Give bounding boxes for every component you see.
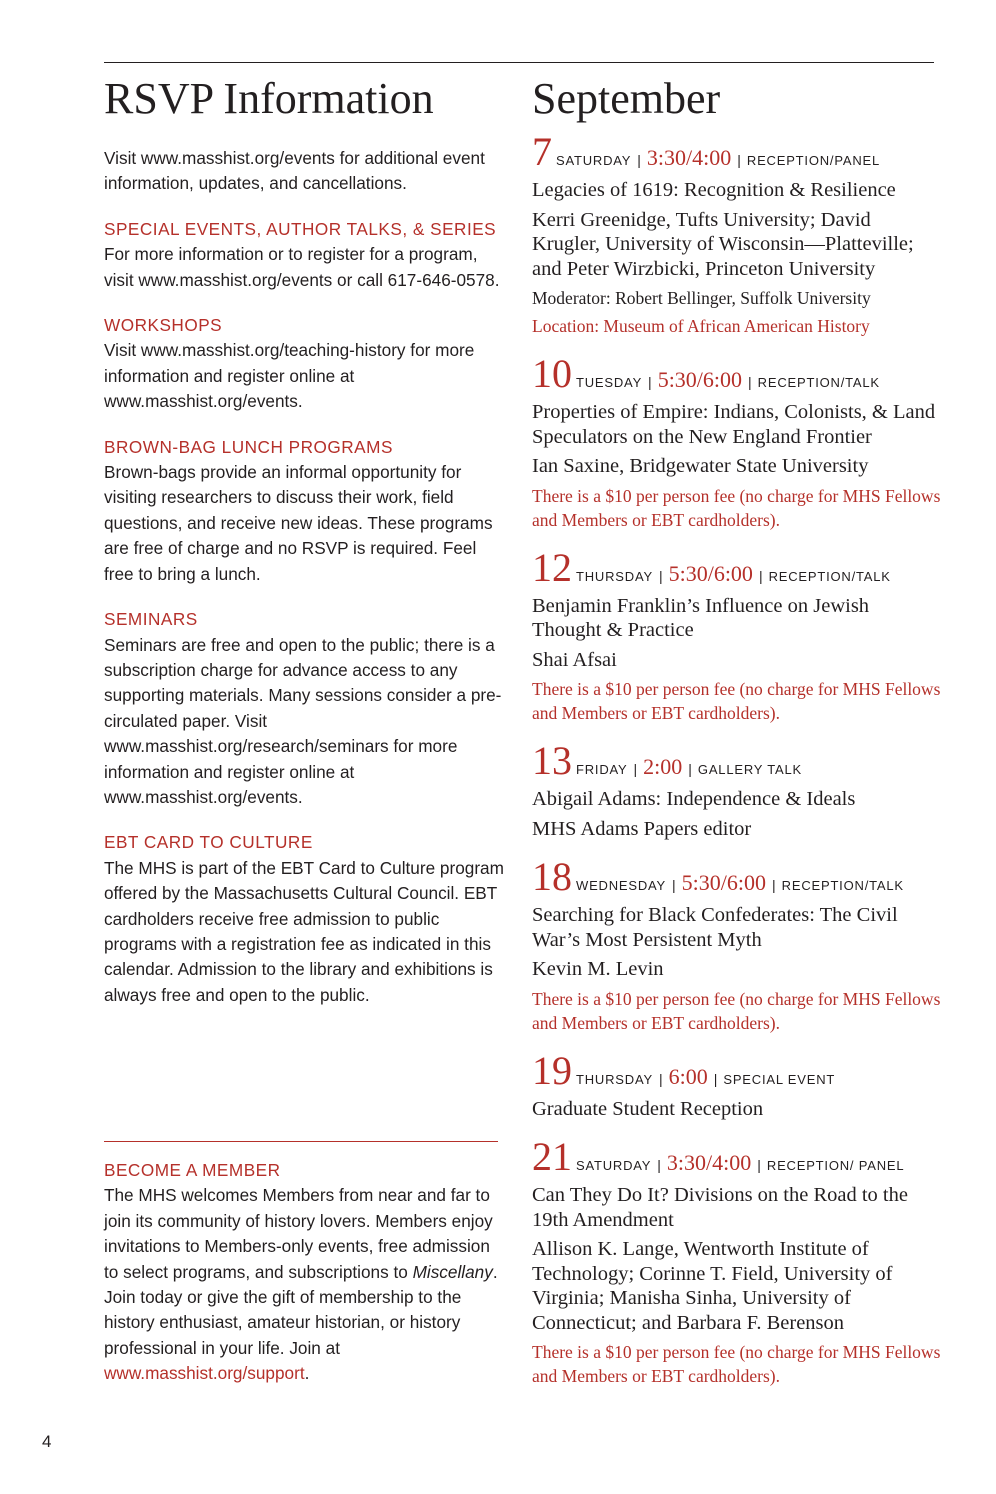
event — [532, 855, 942, 1035]
calendar-column — [532, 72, 942, 1402]
event-header — [532, 1049, 942, 1093]
section-body: For more information or to register for a program, visit www.masshist.org/events or call 617-646-0578. — [104, 244, 500, 290]
rsvp-column — [104, 72, 504, 1028]
event-day: 12 — [532, 544, 572, 590]
event-day: 10 — [532, 351, 572, 396]
month-title: September — [532, 74, 721, 123]
separator: | — [648, 374, 652, 390]
event-header — [532, 739, 942, 783]
event-header — [532, 546, 942, 590]
event-type: RECEPTION/ PANEL — [766, 1158, 905, 1173]
event-time: 3:30/4:00 — [646, 145, 732, 170]
event-title: Benjamin Franklin’s Influence on Jewish Thought & Practice — [532, 594, 870, 641]
separator: | — [658, 1070, 663, 1087]
event-time: 5:30/6:00 — [681, 870, 767, 895]
event-note: Location: Museum of African American History — [532, 316, 870, 336]
event-weekday: THURSDAY — [576, 1071, 653, 1087]
event — [532, 352, 942, 532]
separator: | — [713, 1070, 718, 1087]
event-title: Graduate Student Reception — [532, 1097, 764, 1120]
event-title: Abigail Adams: Independence & Ideals — [532, 788, 856, 810]
event-speakers: Shai Afsai — [532, 648, 617, 671]
event-type: RECEPTION/TALK — [781, 878, 904, 893]
event-time: 6:00 — [668, 1063, 708, 1089]
event — [532, 130, 942, 338]
event-note: There is a $10 per person fee (no charge for MHS Fellows and Members or EBT cardholders). — [532, 988, 941, 1033]
event-time: 5:30/6:00 — [668, 560, 753, 586]
event-day: 21 — [532, 1134, 572, 1179]
rsvp-section — [104, 607, 504, 810]
event-weekday: WEDNESDAY — [576, 878, 667, 893]
separator: | — [672, 877, 676, 893]
event-time: 5:30/6:00 — [657, 367, 743, 392]
event-speakers: Kevin M. Levin — [532, 958, 664, 980]
event-weekday: FRIDAY — [576, 762, 628, 777]
event — [532, 546, 942, 726]
event-weekday: THURSDAY — [576, 568, 653, 584]
event-header — [532, 352, 942, 396]
member-text: The MHS welcomes Members from near and far to join its community of history lovers. Members enjoy invitations to Members-only events, free admission to select programs, and subscriptions to — [104, 1185, 493, 1282]
separator: | — [757, 1157, 761, 1173]
event-type: RECEPTION/TALK — [768, 568, 891, 584]
event-note: There is a $10 per person fee (no charge for MHS Fellows and Members or EBT cardholders). — [532, 485, 941, 530]
event-note: There is a $10 per person fee (no charge for MHS Fellows and Members or EBT cardholders). — [532, 679, 941, 723]
rsvp-section — [104, 313, 504, 415]
event-day: 18 — [532, 854, 572, 899]
event-type: SPECIAL EVENT — [723, 1071, 836, 1087]
separator: | — [758, 567, 763, 584]
rsvp-intro: Visit www.masshist.org/events for additional event information, updates, and cancellations. — [104, 148, 485, 194]
event-type: GALLERY TALK — [697, 762, 802, 777]
event-speakers: Kerri Greenidge, Tufts University; David Krugler, University of Wisconsin—Platteville; and Peter Wirzbicki, Princeton University — [532, 208, 914, 280]
event-moderator: Moderator: Robert Bellinger, Suffolk University — [532, 288, 871, 308]
event-weekday: TUESDAY — [576, 375, 643, 390]
section-heading: WORKSHOPS — [104, 315, 223, 336]
separator: | — [772, 877, 776, 893]
event-time: 3:30/4:00 — [666, 1150, 752, 1175]
event-time: 2:00 — [643, 754, 683, 779]
section-heading: BROWN-BAG LUNCH PROGRAMS — [104, 436, 393, 457]
section-body: The MHS is part of the EBT Card to Culture program offered by the Massachusetts Cultural Council. EBT cardholders receive free admission to public programs with a registration fee as indicated in this calendar. Admission to the library and exhibitions is always free and open to the public. — [104, 857, 504, 1005]
section-body: Seminars are free and open to the public; there is a subscription charge for advance access to any supporting materials. Many sessions consider a pre-circulated paper. Visit www.masshist.org/research/seminars for more information and register online at www.masshist.org/events. — [104, 634, 502, 807]
separator: | — [688, 761, 692, 777]
member-italic: Miscellany — [412, 1261, 493, 1282]
member-text: . — [304, 1363, 310, 1384]
event-speakers: Allison K. Lange, Wentworth Institute of Technology; Corinne T. Field, University of Virginia; Manisha Sinha, University of Connecticut; and Barbara F. Berenson — [532, 1238, 893, 1334]
section-heading: SEMINARS — [104, 609, 198, 630]
event-day: 13 — [532, 738, 572, 783]
event-note: There is a $10 per person fee (no charge for MHS Fellows and Members or EBT cardholders). — [532, 1342, 941, 1386]
event — [532, 1049, 942, 1122]
event-type: RECEPTION/PANEL — [746, 153, 881, 168]
member-divider — [104, 1141, 498, 1142]
separator: | — [633, 761, 638, 777]
event-day: 7 — [532, 129, 552, 174]
event-type: RECEPTION/TALK — [757, 375, 880, 390]
separator: | — [657, 1157, 661, 1173]
separator: | — [748, 374, 752, 390]
event — [532, 1135, 942, 1388]
event — [532, 739, 942, 841]
member-text: . Join today or give the gift of membership to the history enthusiast, amateur historian, or history professional in your life. Join at — [104, 1261, 498, 1358]
event-title: Legacies of 1619: Recognition & Resilience — [532, 179, 896, 201]
member-body — [104, 1183, 504, 1386]
section-body: Brown-bags provide an informal opportunity for visiting researchers to discuss their work, field questions, and receive new ideas. These programs are free of charge and no RSVP is required. Feel free to bring a lunch. — [104, 462, 493, 584]
rsvp-section — [104, 830, 504, 1008]
page-number: 4 — [42, 1432, 52, 1451]
top-rule — [104, 62, 934, 63]
event-title: Properties of Empire: Indians, Colonists, & Land Speculators on the New England Frontier — [532, 401, 936, 448]
event-weekday: SATURDAY — [556, 153, 632, 168]
rsvp-section — [104, 217, 504, 293]
section-body: Visit www.masshist.org/teaching-history for more information and register online at www.masshist.org/events. — [104, 340, 475, 412]
event-day: 19 — [532, 1047, 572, 1093]
separator: | — [737, 152, 741, 168]
event-title: Searching for Black Confederates: The Civil War’s Most Persistent Myth — [532, 904, 898, 951]
event-title: Can They Do It? Divisions on the Road to the 19th Amendment — [532, 1184, 908, 1231]
rsvp-title: RSVP Information — [104, 74, 434, 123]
event-speakers: Ian Saxine, Bridgewater State University — [532, 455, 869, 477]
event-weekday: SATURDAY — [576, 1158, 652, 1173]
separator: | — [637, 152, 641, 168]
event-header — [532, 1135, 942, 1179]
member-heading: BECOME A MEMBER — [104, 1160, 281, 1180]
event-header — [532, 855, 942, 899]
support-link[interactable]: www.masshist.org/support — [104, 1363, 305, 1384]
event-speakers: MHS Adams Papers editor — [532, 817, 752, 840]
separator: | — [658, 567, 663, 584]
section-heading: SPECIAL EVENTS, AUTHOR TALKS, & SERIES — [104, 218, 497, 239]
section-heading: EBT CARD TO CULTURE — [104, 832, 313, 853]
event-header — [532, 130, 942, 174]
rsvp-section — [104, 435, 504, 587]
member-section — [104, 1158, 504, 1387]
